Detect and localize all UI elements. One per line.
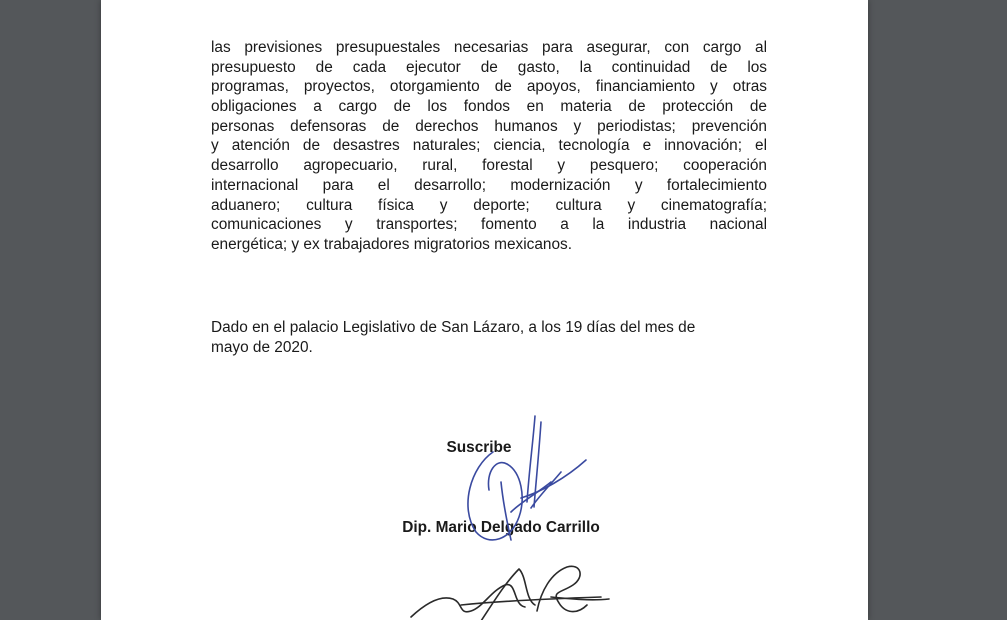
paragraph-line: presupuesto de cada ejecutor de gasto, la continuidad de los — [211, 58, 767, 76]
paragraph-line: comunicaciones y transportes; fomento a la industria nacional — [211, 216, 767, 234]
paragraph-line: energética; y ex trabajadores migratorios mexicanos. — [211, 235, 572, 253]
paragraph-line: programas, proyectos, otorgamiento de apoyos, financiamiento y otras — [211, 78, 767, 96]
date-line: Dado en el palacio Legislativo de San Lázaro, a los 19 días del mes de — [211, 319, 696, 336]
paragraph-line: desarrollo agropecuario, rural, forestal y pesquero; cooperación — [211, 157, 767, 175]
date-paragraph — [211, 318, 767, 357]
paragraph-line: internacional para el desarrollo; modernización y fortalecimiento — [211, 176, 767, 194]
body-paragraph — [211, 38, 767, 255]
paragraph-line: personas defensoras de derechos humanos y periodistas; prevención — [211, 117, 767, 135]
paragraph-line: obligaciones a cargo de los fondos en materia de protección de — [211, 98, 767, 116]
date-line: mayo de 2020. — [211, 338, 313, 356]
subscribe-label: Suscribe — [446, 439, 512, 456]
document-page — [101, 0, 868, 620]
dark-signature-icon — [401, 555, 621, 620]
signer-name: Dip. Mario Delgado Carrillo — [402, 519, 600, 536]
paragraph-line: y atención de desastres naturales; ciencia, tecnología e innovación; el — [211, 137, 767, 155]
paragraph-line: aduanero; cultura física y deporte; cultura y cinematografía; — [211, 196, 767, 214]
paragraph-line: las previsiones presupuestales necesarias para asegurar, con cargo al — [211, 39, 767, 56]
